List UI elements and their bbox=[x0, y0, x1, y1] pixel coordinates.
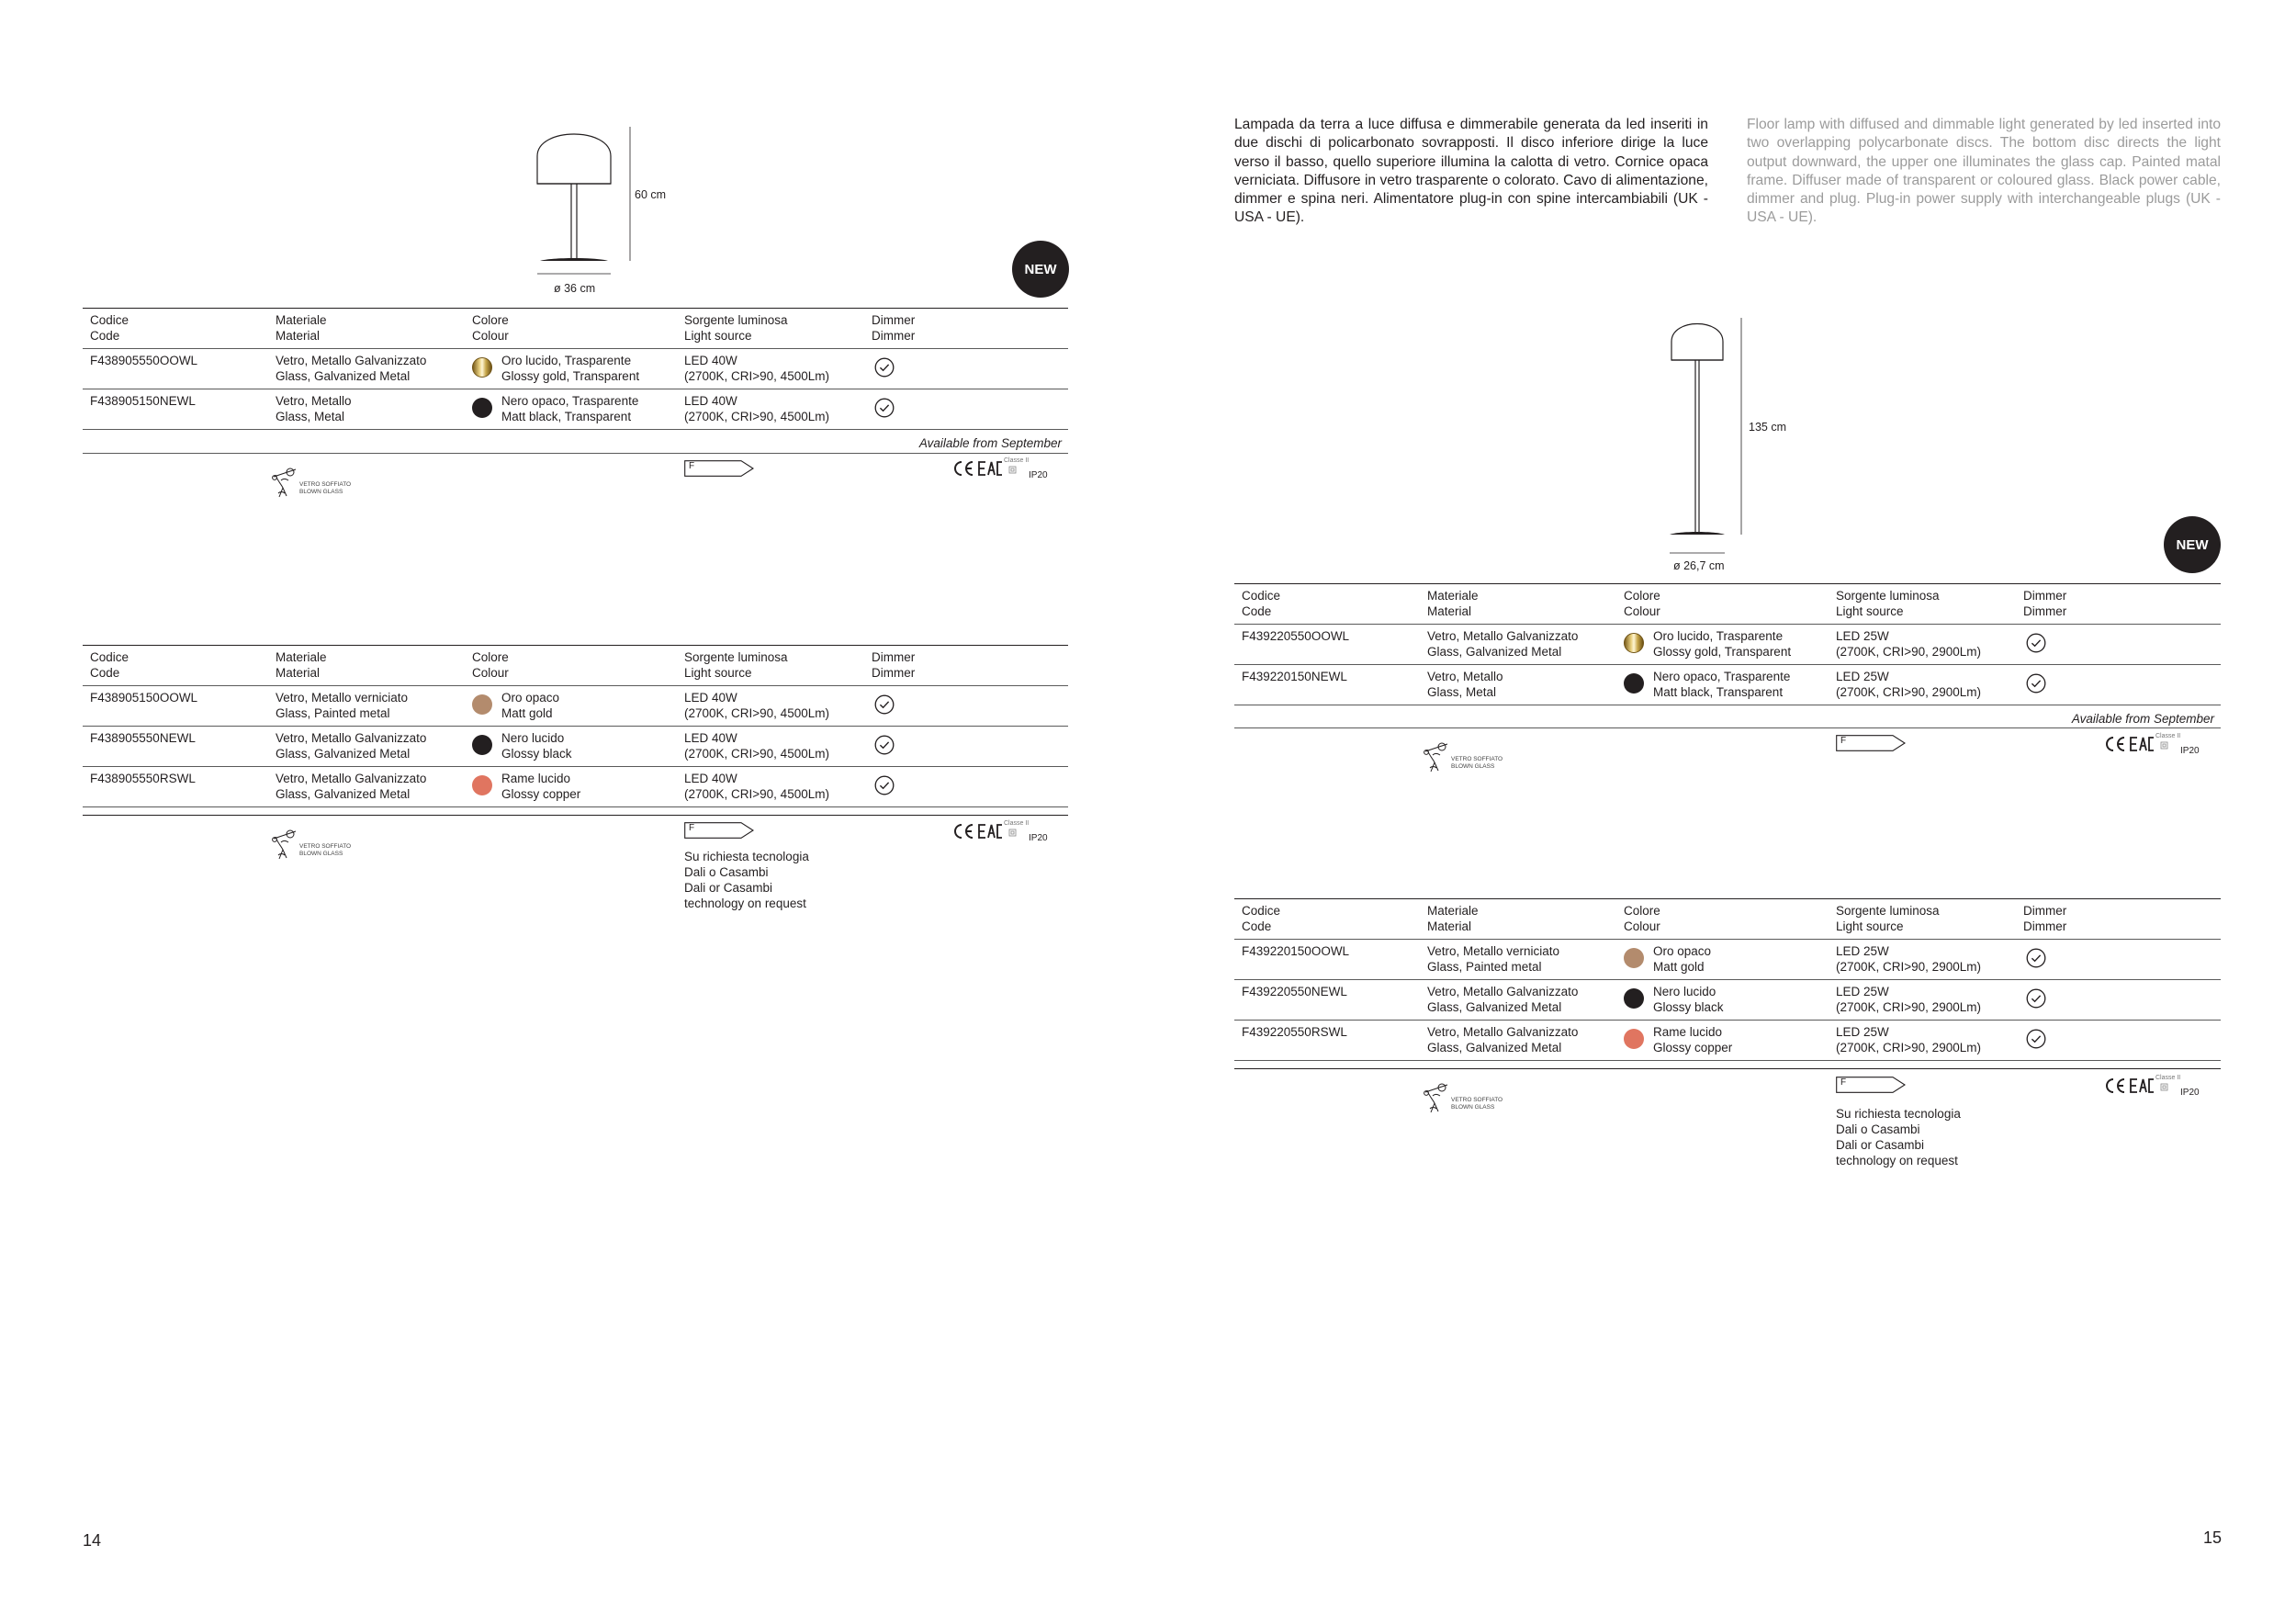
ip-rating-label: IP20 bbox=[2180, 746, 2200, 756]
header-4-en: Dimmer bbox=[872, 666, 916, 680]
tech-request-note: Dali or Casambi bbox=[1836, 1138, 1925, 1152]
footer-rule bbox=[1234, 1068, 2221, 1069]
energy-class-label: F bbox=[1840, 736, 1847, 746]
table-top-rule bbox=[83, 645, 1068, 646]
colour-swatch bbox=[472, 398, 492, 418]
product-code: F439220150NEWL bbox=[1242, 670, 1347, 683]
material-en: Glass, Galvanized Metal bbox=[276, 747, 411, 761]
material-en: Glass, Metal bbox=[1427, 685, 1497, 699]
dimmer-check-icon bbox=[2026, 1029, 2046, 1049]
colour-en: Matt gold bbox=[501, 706, 553, 720]
header-1-en: Material bbox=[1427, 604, 1472, 618]
material-it: Vetro, Metallo Galvanizzato bbox=[276, 772, 427, 785]
energy-class-label: F bbox=[689, 823, 695, 833]
colour-en: Glossy gold, Transparent bbox=[1653, 645, 1792, 659]
header-4-en: Dimmer bbox=[2023, 919, 2067, 933]
energy-class-label: F bbox=[1840, 1077, 1847, 1088]
blown-glass-label-it: VETRO SOFFIATO bbox=[299, 481, 352, 488]
dimmer-check-icon bbox=[2026, 988, 2046, 1009]
header-3-en: Light source bbox=[684, 666, 752, 680]
header-1-en: Material bbox=[1427, 919, 1472, 933]
certification-marks bbox=[2103, 733, 2204, 757]
page-number: 14 bbox=[83, 1531, 102, 1550]
blown-glass-icon bbox=[272, 828, 364, 861]
energy-class-label: F bbox=[689, 461, 695, 471]
colour-en: Glossy black bbox=[501, 747, 572, 761]
light-source: LED 40W bbox=[684, 691, 737, 705]
header-4-en: Dimmer bbox=[872, 329, 916, 343]
light-source-spec: (2700K, CRI>90, 2900Lm) bbox=[1836, 645, 1981, 659]
colour-en: Matt black, Transparent bbox=[501, 410, 632, 423]
header-3-it: Sorgente luminosa bbox=[684, 313, 788, 327]
colour-swatch bbox=[472, 357, 492, 378]
product-code: F439220550RSWL bbox=[1242, 1025, 1347, 1039]
row-rule bbox=[1234, 1020, 2221, 1021]
colour-it: Nero opaco, Trasparente bbox=[501, 394, 639, 408]
table-top-rule bbox=[1234, 898, 2221, 899]
colour-en: Glossy gold, Transparent bbox=[501, 369, 640, 383]
dimmer-check-icon bbox=[2026, 673, 2046, 694]
blown-glass-label-en: BLOWN GLASS bbox=[1451, 1104, 1495, 1111]
colour-it: Nero lucido bbox=[501, 731, 565, 745]
header-0-en: Code bbox=[90, 666, 120, 680]
header-2-it: Colore bbox=[472, 313, 509, 327]
lamp-diameter-dimension: ø 26,7 cm bbox=[1673, 559, 1725, 572]
colour-swatch bbox=[1624, 633, 1644, 653]
light-source: LED 40W bbox=[684, 394, 737, 408]
product-code: F438905550RSWL bbox=[90, 772, 196, 785]
header-3-en: Light source bbox=[1836, 604, 1904, 618]
header-0-en: Code bbox=[1242, 919, 1272, 933]
material-en: Glass, Galvanized Metal bbox=[1427, 1000, 1562, 1014]
colour-it: Oro lucido, Trasparente bbox=[501, 354, 632, 367]
dimmer-check-icon bbox=[874, 735, 895, 755]
colour-swatch bbox=[472, 735, 492, 755]
row-rule bbox=[83, 726, 1068, 727]
header-3-en: Light source bbox=[684, 329, 752, 343]
material-it: Vetro, Metallo bbox=[276, 394, 352, 408]
new-badge: NEW bbox=[2164, 516, 2221, 573]
header-4-it: Dimmer bbox=[2023, 904, 2067, 918]
lamp-height-dimension: 60 cm bbox=[635, 188, 667, 201]
light-source: LED 25W bbox=[1836, 629, 1889, 643]
class-ii-label: Classe II bbox=[1004, 457, 1030, 464]
tech-request-note: technology on request bbox=[1836, 1154, 1958, 1167]
header-2-en: Colour bbox=[472, 666, 509, 680]
material-en: Glass, Galvanized Metal bbox=[1427, 1041, 1562, 1054]
blown-glass-label-it: VETRO SOFFIATO bbox=[1451, 756, 1503, 762]
colour-swatch bbox=[472, 694, 492, 715]
header-3-it: Sorgente luminosa bbox=[1836, 904, 1940, 918]
tech-request-note: Su richiesta tecnologia bbox=[1836, 1107, 1961, 1121]
colour-swatch bbox=[472, 775, 492, 795]
light-source: LED 25W bbox=[1836, 985, 1889, 998]
blown-glass-label-it: VETRO SOFFIATO bbox=[299, 843, 352, 850]
row-rule bbox=[83, 806, 1068, 807]
header-0-it: Codice bbox=[90, 313, 129, 327]
light-source-spec: (2700K, CRI>90, 4500Lm) bbox=[684, 787, 829, 801]
material-en: Glass, Galvanized Metal bbox=[276, 369, 411, 383]
availability-note: Available from September bbox=[918, 436, 1062, 450]
light-source: LED 40W bbox=[684, 772, 737, 785]
light-source: LED 40W bbox=[684, 731, 737, 745]
lamp-height-dimension: 135 cm bbox=[1749, 421, 1786, 434]
header-rule bbox=[83, 685, 1068, 686]
header-4-it: Dimmer bbox=[872, 313, 916, 327]
header-2-it: Colore bbox=[1624, 589, 1660, 603]
colour-en: Matt black, Transparent bbox=[1653, 685, 1784, 699]
energy-label-icon bbox=[1836, 1077, 1906, 1093]
dimmer-check-icon bbox=[2026, 633, 2046, 653]
description-english: Floor lamp with diffused and dimmable light generated by led inserted into two overlapping polycarbonate discs. The bottom disc directs the light output downward, the upper one illuminates the glass cap. Painted matal frame. Diffuser made of transparent or coloured glass. Black power cable, dimmer and plug. Plug-in power supply with interchangeable plugs (UK - USA - UE). bbox=[1747, 117, 2221, 226]
header-1-it: Materiale bbox=[1427, 904, 1479, 918]
dimmer-check-icon bbox=[874, 398, 895, 418]
blown-glass-label-en: BLOWN GLASS bbox=[1451, 763, 1495, 770]
product-code: F438905550NEWL bbox=[90, 731, 196, 745]
blown-glass-icon bbox=[1424, 740, 1515, 773]
footer-rule bbox=[1234, 727, 2221, 728]
product-code: F439220150OOWL bbox=[1242, 944, 1350, 958]
header-4-it: Dimmer bbox=[2023, 589, 2067, 603]
header-rule bbox=[83, 348, 1068, 349]
light-source-spec: (2700K, CRI>90, 4500Lm) bbox=[684, 747, 829, 761]
header-2-en: Colour bbox=[472, 329, 509, 343]
availability-note: Available from September bbox=[2071, 712, 2214, 726]
header-0-en: Code bbox=[90, 329, 120, 343]
light-source: LED 25W bbox=[1836, 944, 1889, 958]
colour-it: Rame lucido bbox=[501, 772, 571, 785]
page-number: 15 bbox=[2203, 1528, 2223, 1547]
header-2-en: Colour bbox=[1624, 604, 1660, 618]
material-it: Vetro, Metallo Galvanizzato bbox=[1427, 629, 1579, 643]
dimmer-check-icon bbox=[874, 775, 895, 795]
new-badge: NEW bbox=[1012, 241, 1069, 298]
light-source-spec: (2700K, CRI>90, 4500Lm) bbox=[684, 410, 829, 423]
ip-rating-label: IP20 bbox=[2180, 1088, 2200, 1098]
class-ii-label: Classe II bbox=[2155, 733, 2181, 739]
material-it: Vetro, Metallo verniciato bbox=[276, 691, 409, 705]
material-en: Glass, Painted metal bbox=[1427, 960, 1542, 974]
header-0-it: Codice bbox=[1242, 589, 1281, 603]
light-source: LED 25W bbox=[1836, 670, 1889, 683]
material-it: Vetro, Metallo bbox=[1427, 670, 1503, 683]
footer-rule bbox=[83, 815, 1068, 816]
light-source-spec: (2700K, CRI>90, 2900Lm) bbox=[1836, 685, 1981, 699]
header-1-it: Materiale bbox=[1427, 589, 1479, 603]
ip-rating-label: IP20 bbox=[1029, 470, 1048, 480]
energy-label-icon bbox=[684, 460, 754, 477]
glassblower-icon bbox=[272, 466, 301, 499]
material-en: Glass, Painted metal bbox=[276, 706, 390, 720]
colour-it: Oro lucido, Trasparente bbox=[1653, 629, 1784, 643]
header-1-it: Materiale bbox=[276, 313, 327, 327]
header-0-it: Codice bbox=[1242, 904, 1281, 918]
blown-glass-icon bbox=[1424, 1081, 1515, 1114]
material-en: Glass, Metal bbox=[276, 410, 345, 423]
colour-en: Glossy copper bbox=[1653, 1041, 1733, 1054]
header-3-it: Sorgente luminosa bbox=[684, 650, 788, 664]
dimmer-check-icon bbox=[874, 694, 895, 715]
blown-glass-icon bbox=[272, 466, 364, 499]
header-rule bbox=[1234, 624, 2221, 625]
table-top-rule bbox=[1234, 583, 2221, 584]
tech-request-note: Dali or Casambi bbox=[684, 881, 773, 895]
colour-it: Oro opaco bbox=[1653, 944, 1712, 958]
energy-label-icon bbox=[684, 822, 754, 839]
light-source-spec: (2700K, CRI>90, 2900Lm) bbox=[1836, 960, 1981, 974]
header-4-en: Dimmer bbox=[2023, 604, 2067, 618]
header-2-it: Colore bbox=[1624, 904, 1660, 918]
class-ii-label: Classe II bbox=[2155, 1075, 2181, 1081]
tech-request-note: technology on request bbox=[684, 897, 806, 910]
row-rule bbox=[83, 766, 1068, 767]
row-rule bbox=[83, 429, 1068, 430]
light-source: LED 25W bbox=[1836, 1025, 1889, 1039]
blown-glass-label-en: BLOWN GLASS bbox=[299, 489, 343, 495]
row-rule bbox=[1234, 664, 2221, 665]
glassblower-icon bbox=[1424, 1081, 1453, 1114]
product-code: F439220550NEWL bbox=[1242, 985, 1347, 998]
header-0-it: Codice bbox=[90, 650, 129, 664]
material-it: Vetro, Metallo Galvanizzato bbox=[276, 731, 427, 745]
material-it: Vetro, Metallo Galvanizzato bbox=[1427, 985, 1579, 998]
row-rule bbox=[1234, 979, 2221, 980]
colour-swatch bbox=[1624, 1029, 1644, 1049]
certification-marks bbox=[951, 820, 1052, 844]
footer-rule bbox=[83, 453, 1068, 454]
colour-it: Nero opaco, Trasparente bbox=[1653, 670, 1791, 683]
colour-swatch bbox=[1624, 673, 1644, 694]
tech-request-note: Dali o Casambi bbox=[684, 865, 769, 879]
colour-en: Glossy black bbox=[1653, 1000, 1724, 1014]
light-source-spec: (2700K, CRI>90, 4500Lm) bbox=[684, 706, 829, 720]
light-source: LED 40W bbox=[684, 354, 737, 367]
table-top-rule bbox=[83, 308, 1068, 309]
colour-it: Rame lucido bbox=[1653, 1025, 1723, 1039]
colour-en: Glossy copper bbox=[501, 787, 581, 801]
header-1-en: Material bbox=[276, 666, 321, 680]
header-2-en: Colour bbox=[1624, 919, 1660, 933]
material-en: Glass, Galvanized Metal bbox=[276, 787, 411, 801]
lamp-diameter-dimension: ø 36 cm bbox=[554, 282, 596, 295]
material-it: Vetro, Metallo Galvanizzato bbox=[1427, 1025, 1579, 1039]
tech-request-note: Dali o Casambi bbox=[1836, 1122, 1920, 1136]
material-en: Glass, Galvanized Metal bbox=[1427, 645, 1562, 659]
dimmer-check-icon bbox=[2026, 948, 2046, 968]
colour-en: Matt gold bbox=[1653, 960, 1705, 974]
glassblower-icon bbox=[272, 828, 301, 861]
colour-swatch bbox=[1624, 988, 1644, 1009]
description-italian: Lampada da terra a luce diffusa e dimmerabile generata da led inseriti in due dischi di policarbonato sovrapposti. Il disco inferiore dirige la luce verso il basso, quello superiore illumina la calotta di vetro. Cornice opaca verniciata. Diffusore in vetro trasparente o colorato. Cavo di alimentazione, dimmer e spina neri. Alimentatore plug-in con spine intercambiabili (UK - USA - UE). bbox=[1234, 117, 1708, 226]
light-source-spec: (2700K, CRI>90, 4500Lm) bbox=[684, 369, 829, 383]
header-4-it: Dimmer bbox=[872, 650, 916, 664]
product-code: F438905150NEWL bbox=[90, 394, 196, 408]
product-code: F438905150OOWL bbox=[90, 691, 198, 705]
material-it: Vetro, Metallo verniciato bbox=[1427, 944, 1560, 958]
header-3-en: Light source bbox=[1836, 919, 1904, 933]
header-2-it: Colore bbox=[472, 650, 509, 664]
product-code: F439220550OOWL bbox=[1242, 629, 1350, 643]
header-0-en: Code bbox=[1242, 604, 1272, 618]
header-3-it: Sorgente luminosa bbox=[1836, 589, 1940, 603]
dimmer-check-icon bbox=[874, 357, 895, 378]
header-rule bbox=[1234, 939, 2221, 940]
light-source-spec: (2700K, CRI>90, 2900Lm) bbox=[1836, 1000, 1981, 1014]
floor-lamp-drawing bbox=[1662, 312, 1773, 574]
ip-rating-label: IP20 bbox=[1029, 833, 1048, 843]
row-rule bbox=[1234, 1060, 2221, 1061]
tech-request-note: Su richiesta tecnologia bbox=[684, 850, 809, 863]
material-it: Vetro, Metallo Galvanizzato bbox=[276, 354, 427, 367]
header-1-en: Material bbox=[276, 329, 321, 343]
colour-swatch bbox=[1624, 948, 1644, 968]
certification-marks bbox=[2103, 1075, 2204, 1099]
glassblower-icon bbox=[1424, 740, 1453, 773]
colour-it: Nero lucido bbox=[1653, 985, 1716, 998]
header-1-it: Materiale bbox=[276, 650, 327, 664]
blown-glass-label-it: VETRO SOFFIATO bbox=[1451, 1097, 1503, 1103]
light-source-spec: (2700K, CRI>90, 2900Lm) bbox=[1836, 1041, 1981, 1054]
blown-glass-label-en: BLOWN GLASS bbox=[299, 851, 343, 857]
product-code: F438905550OOWL bbox=[90, 354, 198, 367]
class-ii-label: Classe II bbox=[1004, 820, 1030, 827]
certification-marks bbox=[951, 457, 1052, 481]
colour-it: Oro opaco bbox=[501, 691, 560, 705]
table-lamp-drawing bbox=[514, 119, 680, 303]
energy-label-icon bbox=[1836, 735, 1906, 751]
